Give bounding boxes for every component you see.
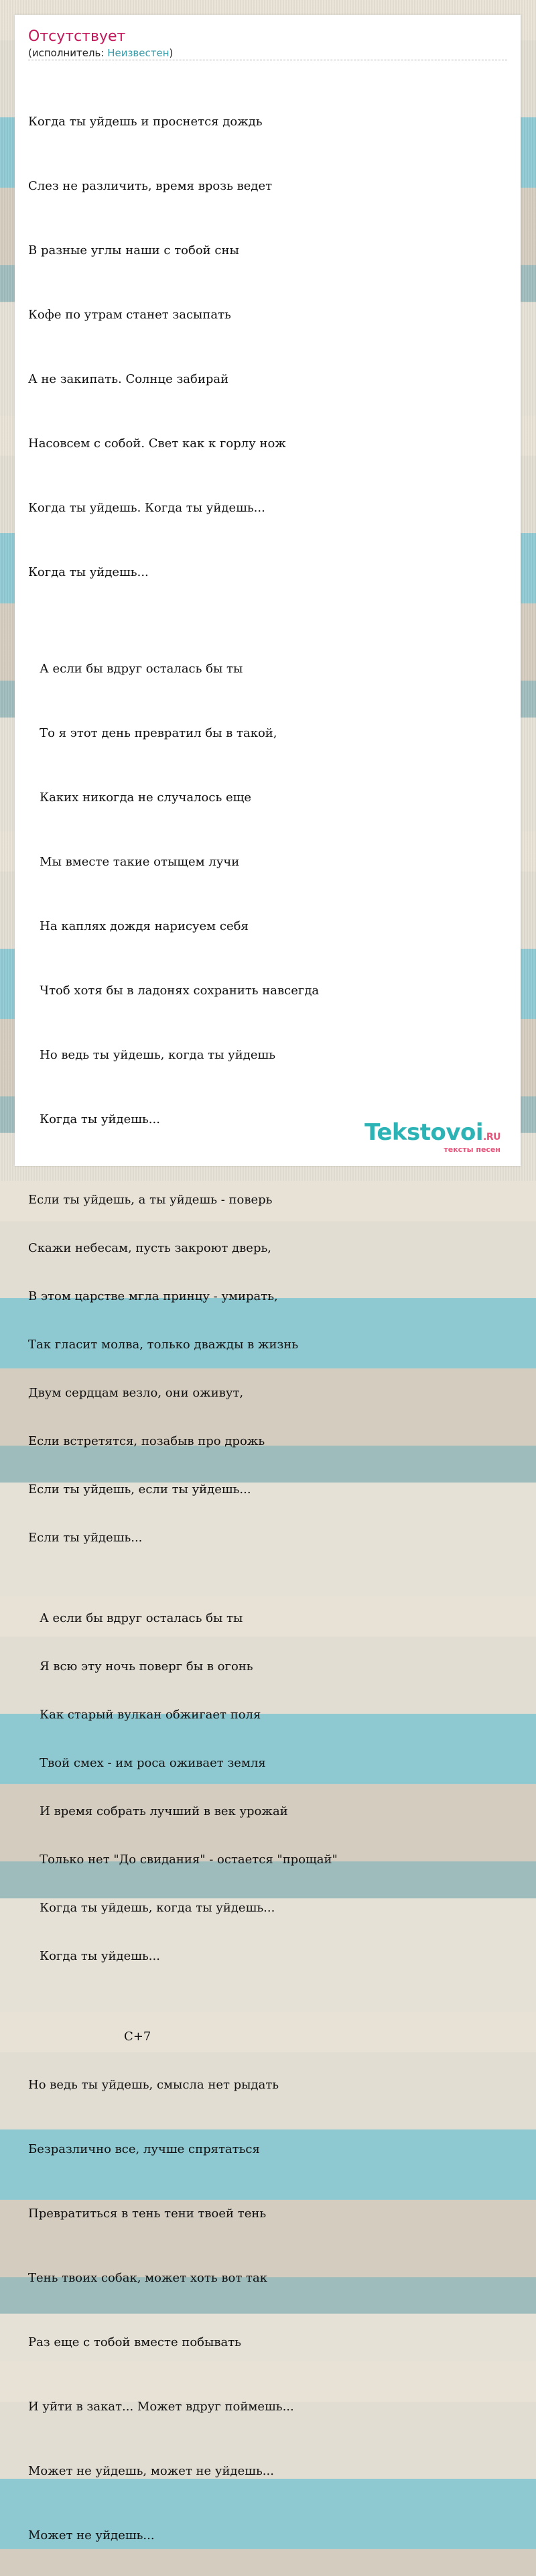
- artist-line: [28, 47, 173, 59]
- lyric-line: Раз еще с тобой вместе побывать: [28, 2335, 241, 2349]
- lyric-line: Насовсем с собой. Свет как к горлу нож: [28, 436, 286, 451]
- lyric-line: В этом царстве мгла принцу - умирать,: [28, 1289, 278, 1303]
- lyric-line: Кофе по утрам станет засыпать: [28, 308, 231, 322]
- watermark-brand: Tekstovoi: [364, 1119, 484, 1146]
- lyric-line: Если ты уйдешь, если ты уйдешь...: [28, 1482, 251, 1497]
- lyric-line: Может не уйдешь, может не уйдешь...: [28, 2464, 274, 2478]
- artist-suffix: ): [169, 47, 174, 59]
- lyric-line: Когда ты уйдешь...: [28, 1949, 160, 1963]
- lyric-line: Когда ты уйдешь, когда ты уйдешь...: [28, 1901, 275, 1915]
- lyric-line: Если ты уйдешь, а ты уйдешь - поверь: [28, 1193, 273, 1207]
- lyric-line: Скажи небесам, пусть закроют дверь,: [28, 1241, 271, 1255]
- chord-line: C+7: [28, 2030, 151, 2044]
- lyric-line: А если бы вдруг осталась бы ты: [28, 662, 243, 676]
- watermark-tld: .RU: [483, 1132, 500, 1143]
- lyric-line: Каких никогда не случалось еще: [28, 791, 252, 805]
- lyric-line: В разные углы наши с тобой сны: [28, 243, 239, 257]
- lyric-line: Если ты уйдешь...: [28, 1531, 143, 1545]
- lyric-line: Чтоб хотя бы в ладонях сохранить навсегда: [28, 984, 320, 998]
- lyric-line: Как старый вулкан обжигает поля: [28, 1708, 261, 1722]
- song-title: Отсутствует: [28, 28, 126, 45]
- lyric-line: Когда ты уйдешь и проснется дождь: [28, 115, 263, 129]
- lyric-line: Только нет "До свидания" - остается "прощай": [28, 1853, 338, 1867]
- lyrics-card: [15, 15, 521, 2542]
- lyric-line: Мы вместе такие отыщем лучи: [28, 855, 240, 869]
- lyric-line: И уйти в закат... Может вдруг поймешь...: [28, 2400, 294, 2414]
- lyric-line: Но ведь ты уйдешь, смысла нет рыдать: [28, 2078, 279, 2092]
- lyric-line: И время собрать лучший в век урожай: [28, 1804, 288, 1818]
- lyric-line: На каплях дождя нарисуем себя: [28, 919, 249, 933]
- artist-link[interactable]: Неизвестен: [107, 47, 170, 59]
- lyric-line: Может не уйдешь...: [28, 2528, 155, 2542]
- artist-prefix: (исполнитель:: [28, 47, 108, 59]
- lyric-line: Твой смех - им роса оживает земля: [28, 1756, 266, 1770]
- lyric-line: А если бы вдруг осталась бы ты: [28, 1611, 243, 1625]
- lyric-line: Так гласит молва, только дважды в жизнь: [28, 1338, 299, 1352]
- lyric-line: Безразлично все, лучше спрятаться: [28, 2142, 260, 2156]
- lyrics-text: [28, 66, 507, 2576]
- lyric-line: Превратиться в тень тени твоей тень: [28, 2207, 267, 2221]
- watermark-tagline: тексты песен: [444, 1145, 500, 1154]
- lyric-line: Двум сердцам везло, они оживут,: [28, 1386, 244, 1400]
- site-watermark-logo: [364, 1119, 500, 1154]
- lyric-line: Но ведь ты уйдешь, когда ты уйдешь: [28, 1048, 276, 1062]
- lyric-line: Когда ты уйдешь. Когда ты уйдешь...: [28, 501, 265, 515]
- lyric-line: Когда ты уйдешь...: [28, 565, 149, 579]
- lyric-line: Я всю эту ночь поверг бы в огонь: [28, 1659, 253, 1674]
- lyric-line: Тень твоих собак, может хоть вот так: [28, 2271, 267, 2285]
- lyric-line: А не закипать. Солнце забирай: [28, 372, 229, 386]
- lyric-line: Когда ты уйдешь...: [28, 1112, 160, 1126]
- lyric-line: Слез не различить, время врозь ведет: [28, 179, 273, 193]
- lyric-line: То я этот день превратил бы в такой,: [28, 726, 277, 740]
- lyric-line: Если встретятся, позабыв про дрожь: [28, 1434, 265, 1448]
